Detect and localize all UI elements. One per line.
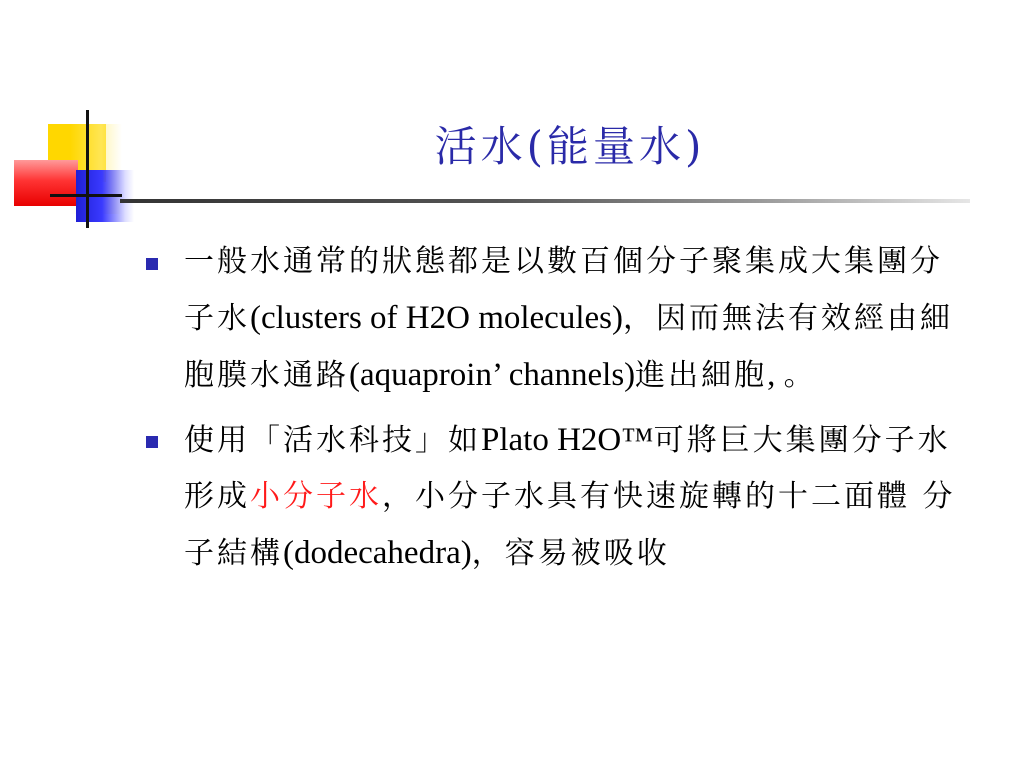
decor-red-square	[14, 160, 78, 206]
bullet-text-segment: 一般水通常的狀態都是以數百個分子聚集成大集團分子水	[184, 244, 943, 336]
bullet-text-segment: (dodecahedra)	[283, 535, 472, 571]
bullet-text-segment: ，因而無法有效經由細胞膜水通路	[184, 301, 953, 393]
bullet-text-segment: 進出細胞	[635, 358, 768, 393]
highlighted-term: 小分子水	[250, 479, 382, 514]
bullet-text-segment: (clusters of H2O molecules)	[250, 300, 623, 336]
bullet-text-segment: (aquaproin’ channels)	[349, 357, 636, 393]
decor-vertical-line	[86, 110, 89, 228]
decor-horizontal-line	[50, 194, 122, 197]
bullet-text-segment: ，容易被吸收	[471, 536, 670, 571]
bullet-text-segment: 可將巨大集團分子水形成	[184, 423, 951, 514]
title-underline	[120, 199, 970, 203]
bullet-text	[184, 423, 956, 571]
bullet-text-segment: ,	[767, 357, 784, 393]
bullet-list	[142, 234, 972, 590]
bullet-item	[142, 234, 972, 404]
slide-title: 活水(能量水)	[434, 122, 706, 171]
bullet-text-segment: Plato H2O™	[481, 422, 654, 458]
bullet-item	[142, 412, 972, 582]
bullet-text-segment: ，小分子水具有快速旋轉的十二面體 分子結構	[184, 479, 956, 571]
bullet-square-icon	[146, 436, 158, 448]
bullet-text-segment: 。	[783, 358, 817, 393]
bullet-square-icon	[146, 258, 158, 270]
bullet-text	[184, 244, 953, 393]
bullet-text-segment: 使用「活水科技」如	[184, 423, 481, 458]
